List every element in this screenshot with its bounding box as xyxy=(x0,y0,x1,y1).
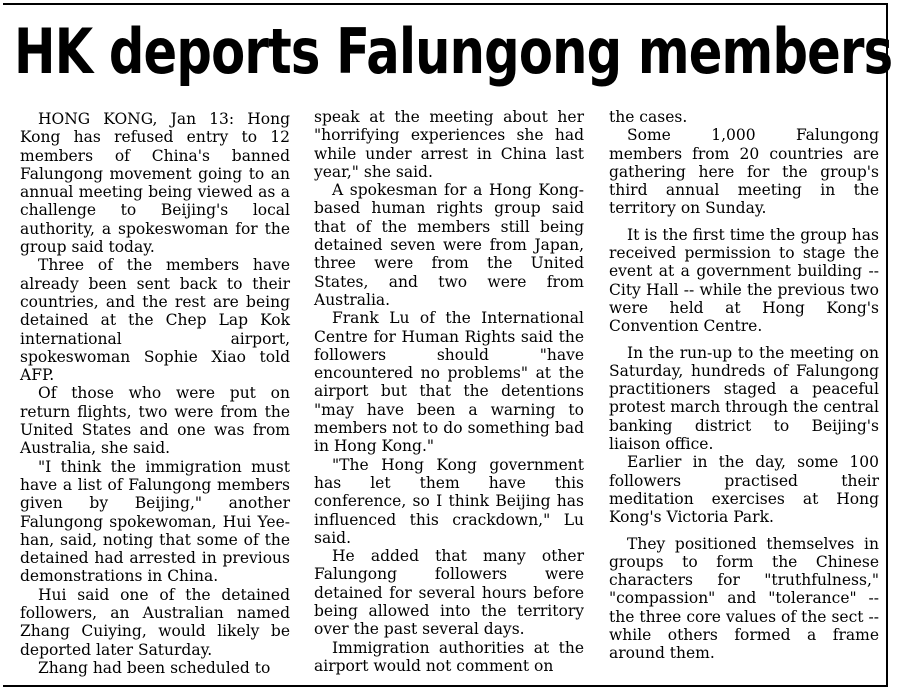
paragraph: "I think the immigration must have a list of Falungong members given by Beijing," another Falungong spokewoman, Hui Yee-han, said, noting that some of the detained had arrested in previous demonstrations in China. xyxy=(20,457,290,586)
paragraph: They positioned themselves in groups to form the Chinese characters for "truthfulness," "compassion" and "tolerance" -- the three core values of the sect -- while others formed a frame around them. xyxy=(609,534,879,663)
paragraph: Of those who were put on return flights, two were from the United States and one was from Australia, she said. xyxy=(20,384,290,458)
paragraph: Some 1,000 Falungong members from 20 countries are gathering here for the group's third annual meeting in the territory on Sunday. xyxy=(609,126,879,218)
paragraph: It is the first time the group has received permission to stage the event at a government building -- City Hall -- while the previous two were held at Hong Kong's Convention Centre. xyxy=(609,225,879,336)
paragraph: speak at the meeting about her "horrifying experiences she had while under arrest in China last year," she said. xyxy=(314,108,584,181)
paragraph: Three of the members have already been sent back to their countries, and the rest are being detained at the Chep Lap Kok international airport, spokeswoman Sophie Xiao told AFP. xyxy=(20,256,290,385)
paragraph: Frank Lu of the International Centre for Human Rights said the followers should "have encountered no problems" at the airport but that the detentions "may have been a warning to members not to do something bad in Hong Kong." xyxy=(314,309,584,456)
paragraph: In the run-up to the meeting on Saturday, hundreds of Falungong practitioners staged a peaceful protest march through the central banking district to Beijing's liaison office. xyxy=(609,343,879,454)
paragraph: Zhang had been scheduled to xyxy=(38,658,271,677)
article-column-2 xyxy=(314,108,584,675)
paragraph: A spokesman for a Hong Kong-based human rights group said that of the members still being detained seven were from Japan, three were from the United States, and two were from Australia. xyxy=(314,181,584,309)
paragraph: the cases. xyxy=(609,108,688,126)
paragraph: HONG KONG, Jan 13: Hong Kong has refused entry to 12 members of China's banned Falungong movement going to an annual meeting being viewed as a challenge to Beijing's local authority, a spokeswoman for the group said today. xyxy=(20,110,290,257)
paragraph: Hui said one of the detained followers, an Australian named Zhang Cuiying, would likely be deported later Saturday. xyxy=(20,585,290,659)
paragraph: He added that many other Falungong followers were detained for several hours before being allowed into the territory over the past several days. xyxy=(314,547,584,639)
paragraph: "The Hong Kong government has let them have this conference, so I think Beijing has influenced this crackdown," Lu said. xyxy=(314,455,584,547)
headline: HK deports Falungong members xyxy=(14,15,893,88)
paragraph: Earlier in the day, some 100 followers practised their meditation exercises at Hong Kong's Victoria Park. xyxy=(609,453,879,527)
paragraph: Immigration authorities at the airport would not comment on xyxy=(314,638,584,675)
article-column-3 xyxy=(609,108,879,663)
article-column-1 xyxy=(20,110,290,677)
